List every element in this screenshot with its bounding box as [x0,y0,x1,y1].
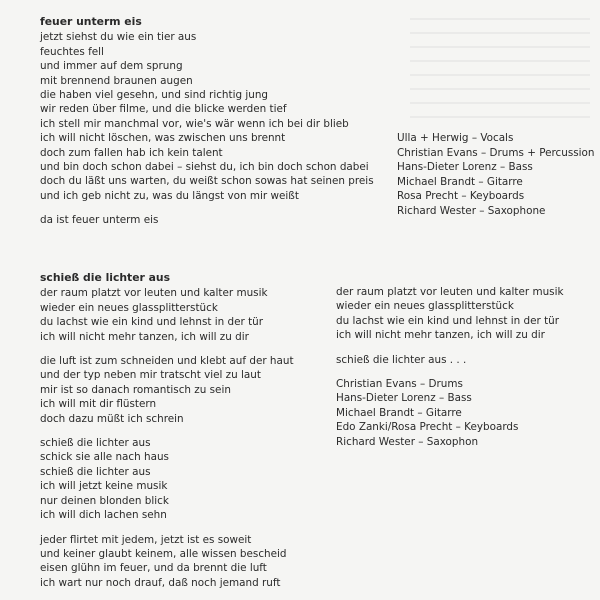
credit-line: Michael Brandt – Gitarre [336,406,462,419]
song2-line: mir ist so danach romantisch zu sein [40,383,231,396]
song2-line: eisen glühn im feuer, und da brennt die luft [40,562,267,575]
credit-line: Edo Zanki/Rosa Precht – Keyboards [336,421,519,434]
song1-line: die haben viel gesehn, und sind richtig jung [40,89,269,102]
song2-line: doch dazu müßt ich schrein [40,412,184,425]
show-through-texture [410,18,590,130]
song2-line: ich wart nur noch drauf, daß noch jemand ruft [40,576,281,589]
credit-line: Richard Wester – Saxophone [397,204,546,217]
song1-closing-line: da ist feuer unterm eis [40,214,159,227]
song1-line: und immer auf dem sprung [40,60,183,73]
song2-line: ich will jetzt keine musik [40,480,168,493]
song1-line: ich will nicht löschen, was zwischen uns brennt [40,132,286,145]
song2-line: die luft ist zum schneiden und klebt auf der haut [40,355,294,368]
song2-lyrics-left [40,271,294,590]
song2-line: du lachst wie ein kind und lehnst in der tür [336,314,560,327]
credit-line: Michael Brandt – Gitarre [397,175,523,188]
song2-line: ich will nicht mehr tanzen, ich will zu dir [336,329,545,342]
song1-credits [397,131,595,219]
credit-line: Hans-Dieter Lorenz – Bass [397,161,533,174]
song1-line: und bin doch schon dabei – siehst du, ich bin doch schon dabei [40,161,369,174]
song2-lyrics-right [336,285,564,449]
credit-line: Ulla + Herwig – Vocals [397,132,514,144]
song2-line: schick sie alle nach haus [40,451,169,464]
song2-line: schieß die lichter aus [40,465,151,478]
song2-line: wieder ein neues glassplitterstück [40,301,218,314]
song2-line: ich will mit dir flüstern [40,398,157,411]
credit-line: Christian Evans – Drums + Percussion [397,146,595,159]
song1-line: wir reden über filme, und die blicke werden tief [40,103,287,116]
credit-line: Richard Wester – Saxophon [336,435,479,448]
song2-line: und der typ neben mir tratscht viel zu laut [40,369,261,382]
song2-line: nur deinen blonden blick [40,494,169,507]
song2-line: und keiner glaubt keinem, alle wissen bescheid [40,547,287,560]
song2-line: ich will dich lachen sehn [40,509,167,522]
song1-lyrics [40,15,374,228]
song2-line: du lachst wie ein kind und lehnst in der tür [40,316,264,329]
song2-line: wieder ein neues glassplitterstück [336,300,514,313]
credit-line: Rosa Precht – Keyboards [397,190,525,203]
song2-title: schieß die lichter aus [40,271,171,284]
song1-line: doch du läßt uns warten, du weißt schon sowas hat seinen preis [40,175,374,188]
song1-line: und ich geb nicht zu, was du längst von mir weißt [40,189,299,202]
song1-title: feuer unterm eis [40,15,142,28]
song1-line: mit brennend braunen augen [40,74,193,87]
song2-refrain-line: schieß die lichter aus . . . [336,353,467,366]
song2-line: der raum platzt vor leuten und kalter musik [336,286,564,298]
credit-line: Hans-Dieter Lorenz – Bass [336,392,472,405]
song2-line: jeder flirtet mit jedem, jetzt ist es soweit [40,533,252,546]
song1-line: jetzt siehst du wie ein tier aus [40,31,197,44]
credit-line: Christian Evans – Drums [336,378,463,391]
song1-line: doch zum fallen hab ich kein talent [40,146,223,159]
song2-line: ich will nicht mehr tanzen, ich will zu dir [40,330,249,343]
song2-line: schieß die lichter aus [40,437,151,450]
song2-line: der raum platzt vor leuten und kalter musik [40,287,268,300]
song1-line: ich stell mir manchmal vor, wie's wär wenn ich bei dir blieb [40,117,349,130]
song1-line: feuchtes fell [40,45,104,58]
